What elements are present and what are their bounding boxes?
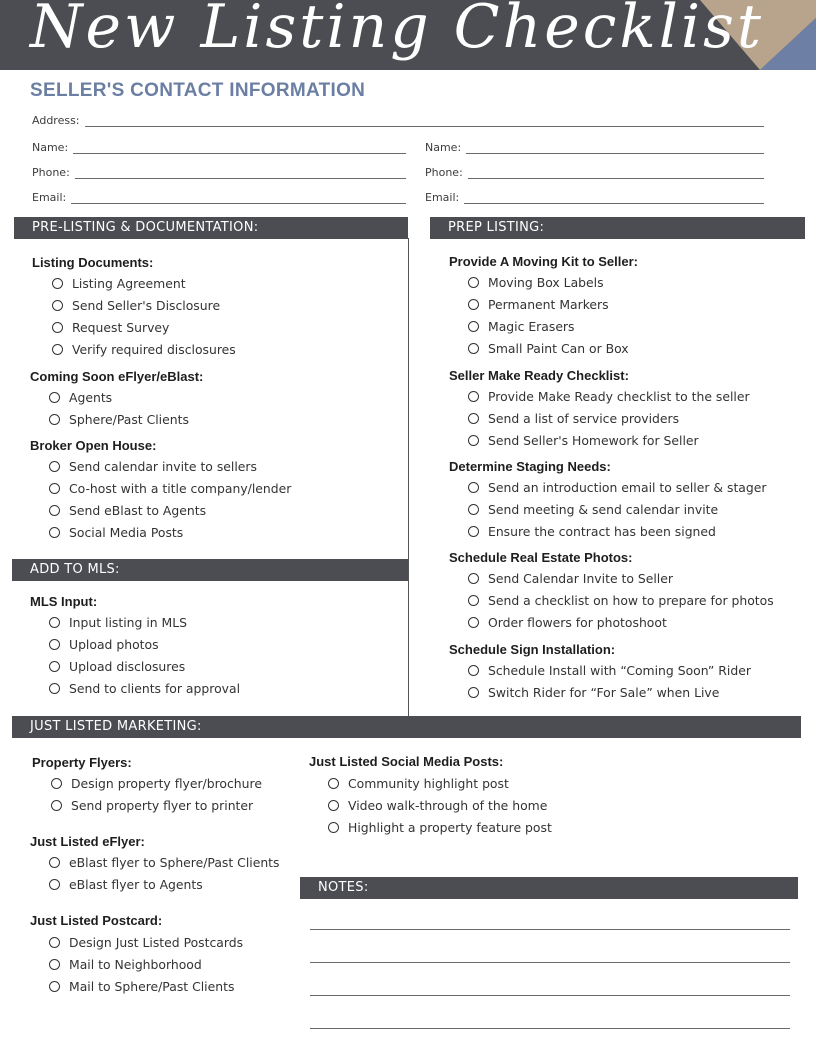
item-label: Video walk-through of the home <box>348 798 548 813</box>
item-label: Co-host with a title company/lender <box>69 481 292 496</box>
checkbox-circle-icon[interactable] <box>49 661 60 672</box>
item-label: Moving Box Labels <box>488 275 604 290</box>
section-title: Property Flyers: <box>32 755 132 770</box>
checklist-item[interactable] <box>328 776 509 791</box>
checkbox-circle-icon[interactable] <box>49 617 60 628</box>
section-bar-prelisting: PRE-LISTING & DOCUMENTATION: <box>14 217 408 239</box>
contact-heading: SELLER'S CONTACT INFORMATION <box>30 80 366 101</box>
checklist-item[interactable] <box>49 459 257 474</box>
checklist-item[interactable] <box>49 979 234 994</box>
email-field-1[interactable] <box>32 191 406 204</box>
phone-field-1[interactable] <box>32 166 406 179</box>
checklist-item[interactable] <box>49 957 202 972</box>
item-label: Send eBlast to Agents <box>69 503 207 518</box>
checklist-item[interactable] <box>468 571 673 586</box>
checklist-item[interactable] <box>52 276 186 291</box>
section-title: Determine Staging Needs: <box>449 459 611 474</box>
notes-line[interactable] <box>310 1028 790 1029</box>
checkbox-circle-icon[interactable] <box>468 343 479 354</box>
item-label: Magic Erasers <box>488 319 575 334</box>
phone-label: Phone: <box>425 166 463 179</box>
column-divider <box>408 238 409 716</box>
item-label: Switch Rider for “For Sale” when Live <box>488 685 720 700</box>
checklist-item[interactable] <box>468 319 575 334</box>
page-title: New Listing Checklist <box>30 0 764 62</box>
checkbox-circle-icon[interactable] <box>468 321 479 332</box>
checkbox-circle-icon[interactable] <box>328 800 339 811</box>
checkbox-circle-icon[interactable] <box>49 461 60 472</box>
name-label: Name: <box>32 141 69 154</box>
section-bar-prep: PREP LISTING: <box>430 217 805 239</box>
checklist-item[interactable] <box>468 502 718 517</box>
name-label: Name: <box>425 141 462 154</box>
checkbox-circle-icon[interactable] <box>468 617 479 628</box>
section-title: Broker Open House: <box>30 438 157 453</box>
item-label: Upload photos <box>69 637 159 652</box>
notes-line[interactable] <box>310 995 790 996</box>
checkbox-circle-icon[interactable] <box>49 483 60 494</box>
item-label: Listing Agreement <box>72 276 186 291</box>
checkbox-circle-icon[interactable] <box>328 822 339 833</box>
address-label: Address: <box>32 114 80 127</box>
checkbox-circle-icon[interactable] <box>49 879 60 890</box>
checkbox-circle-icon[interactable] <box>468 413 479 424</box>
item-label: Schedule Install with “Coming Soon” Rider <box>488 663 751 678</box>
checkbox-circle-icon[interactable] <box>468 573 479 584</box>
address-field[interactable] <box>32 114 764 127</box>
item-label: Send an introduction email to seller & stager <box>488 480 767 495</box>
email-label: Email: <box>425 191 460 204</box>
section-title: Just Listed Social Media Posts: <box>309 754 504 769</box>
section-title: Just Listed Postcard: <box>30 913 163 928</box>
item-label: Verify required disclosures <box>72 342 236 357</box>
checklist-item[interactable] <box>49 412 189 427</box>
item-label: Send meeting & send calendar invite <box>488 502 719 517</box>
checkbox-circle-icon[interactable] <box>52 322 63 333</box>
item-label: Send Calendar Invite to Seller <box>488 571 673 586</box>
item-label: Upload disclosures <box>69 659 186 674</box>
checkbox-circle-icon[interactable] <box>49 959 60 970</box>
checkbox-circle-icon[interactable] <box>49 937 60 948</box>
item-label: Sphere/Past Clients <box>69 412 189 427</box>
item-label: Social Media Posts <box>69 525 184 540</box>
item-label: Send to clients for approval <box>69 681 241 696</box>
item-label: Send property flyer to printer <box>71 798 254 813</box>
checkbox-circle-icon[interactable] <box>468 526 479 537</box>
checkbox-circle-icon[interactable] <box>49 505 60 516</box>
section-title: Just Listed eFlyer: <box>30 834 145 849</box>
checkbox-circle-icon[interactable] <box>49 857 60 868</box>
checkbox-circle-icon[interactable] <box>49 392 60 403</box>
checklist-item[interactable] <box>468 480 767 495</box>
checklist-item[interactable] <box>52 298 220 313</box>
checkbox-circle-icon[interactable] <box>49 414 60 425</box>
item-label: Send Seller's Homework for Seller <box>488 433 699 448</box>
item-label: Mail to Neighborhood <box>69 957 202 972</box>
item-label: Send calendar invite to sellers <box>69 459 257 474</box>
section-title: Provide A Moving Kit to Seller: <box>449 254 639 269</box>
phone-label: Phone: <box>32 166 70 179</box>
checklist-item[interactable] <box>49 615 187 630</box>
section-title: Schedule Real Estate Photos: <box>449 550 633 565</box>
item-label: Request Survey <box>72 320 170 335</box>
checkbox-circle-icon[interactable] <box>468 482 479 493</box>
checkbox-circle-icon[interactable] <box>468 435 479 446</box>
checklist-item[interactable] <box>468 615 667 630</box>
item-label: Send Seller's Disclosure <box>72 298 221 313</box>
item-label: Highlight a property feature post <box>348 820 552 835</box>
checklist-item[interactable] <box>468 389 750 404</box>
checklist-item[interactable] <box>49 637 159 652</box>
checklist-item[interactable] <box>49 681 240 696</box>
name-field-2[interactable] <box>425 141 764 154</box>
checklist-item[interactable] <box>49 935 243 950</box>
item-label: Design Just Listed Postcards <box>69 935 244 950</box>
checklist-item[interactable] <box>468 275 604 290</box>
checklist-item[interactable] <box>49 390 112 405</box>
email-label: Email: <box>32 191 67 204</box>
checklist-item[interactable] <box>51 776 262 791</box>
item-label: eBlast flyer to Sphere/Past Clients <box>69 855 280 870</box>
checkbox-circle-icon[interactable] <box>49 981 60 992</box>
checklist-item[interactable] <box>328 820 552 835</box>
section-title: Listing Documents: <box>32 255 154 270</box>
notes-line[interactable] <box>310 962 790 963</box>
item-label: Order flowers for photoshoot <box>488 615 667 630</box>
item-label: Small Paint Can or Box <box>488 341 629 356</box>
checkbox-circle-icon[interactable] <box>51 800 62 811</box>
checklist-item[interactable] <box>468 663 751 678</box>
checkbox-circle-icon[interactable] <box>468 504 479 515</box>
item-label: Design property flyer/brochure <box>71 776 262 791</box>
checkbox-circle-icon[interactable] <box>468 277 479 288</box>
section-title: Seller Make Ready Checklist: <box>449 368 629 383</box>
checkbox-circle-icon[interactable] <box>49 639 60 650</box>
checklist-item[interactable] <box>51 798 253 813</box>
checkbox-circle-icon[interactable] <box>49 527 60 538</box>
item-label: Send a list of service providers <box>488 411 680 426</box>
item-label: Mail to Sphere/Past Clients <box>69 979 235 994</box>
checklist-item[interactable] <box>468 524 716 539</box>
checklist-item[interactable] <box>49 525 183 540</box>
item-label: Agents <box>69 390 113 405</box>
item-label: Input listing in MLS <box>69 615 188 630</box>
item-label: eBlast flyer to Agents <box>69 877 203 892</box>
checkbox-circle-icon[interactable] <box>468 687 479 698</box>
item-label: Provide Make Ready checklist to the seller <box>488 389 750 404</box>
checkbox-circle-icon[interactable] <box>468 665 479 676</box>
checkbox-circle-icon[interactable] <box>328 778 339 789</box>
checkbox-circle-icon[interactable] <box>52 344 63 355</box>
item-label: Community highlight post <box>348 776 509 791</box>
checklist-item[interactable] <box>52 320 169 335</box>
checkbox-circle-icon[interactable] <box>52 300 63 311</box>
checklist-item[interactable] <box>49 877 203 892</box>
section-bar-notes: NOTES: <box>300 877 798 899</box>
section-bar-just-listed: JUST LISTED MARKETING: <box>12 716 801 738</box>
checkbox-circle-icon[interactable] <box>49 683 60 694</box>
item-label: Permanent Markers <box>488 297 609 312</box>
section-title: Coming Soon eFlyer/eBlast: <box>30 369 204 384</box>
checkbox-circle-icon[interactable] <box>468 299 479 310</box>
checklist-item[interactable] <box>49 659 185 674</box>
checklist-item[interactable] <box>468 433 699 448</box>
checkbox-circle-icon[interactable] <box>52 278 63 289</box>
checkbox-circle-icon[interactable] <box>468 391 479 402</box>
name-field-1[interactable] <box>32 141 406 154</box>
checklist-item[interactable] <box>49 503 206 518</box>
checklist-item[interactable] <box>49 481 291 496</box>
section-bar-mls: ADD TO MLS: <box>12 559 408 581</box>
checklist-item[interactable] <box>468 297 609 312</box>
phone-field-2[interactable] <box>425 166 764 179</box>
item-label: Send a checklist on how to prepare for photos <box>488 593 774 608</box>
email-field-2[interactable] <box>425 191 764 204</box>
checklist-item[interactable] <box>328 798 547 813</box>
item-label: Ensure the contract has been signed <box>488 524 716 539</box>
checklist-item[interactable] <box>468 411 679 426</box>
checklist-item[interactable] <box>52 342 236 357</box>
section-title: Schedule Sign Installation: <box>449 642 616 657</box>
checkbox-circle-icon[interactable] <box>51 778 62 789</box>
notes-line[interactable] <box>310 929 790 930</box>
checklist-item[interactable] <box>49 855 280 870</box>
checkbox-circle-icon[interactable] <box>468 595 479 606</box>
checklist-item[interactable] <box>468 593 774 608</box>
section-title: MLS Input: <box>30 594 98 609</box>
checklist-item[interactable] <box>468 685 719 700</box>
checklist-item[interactable] <box>468 341 629 356</box>
